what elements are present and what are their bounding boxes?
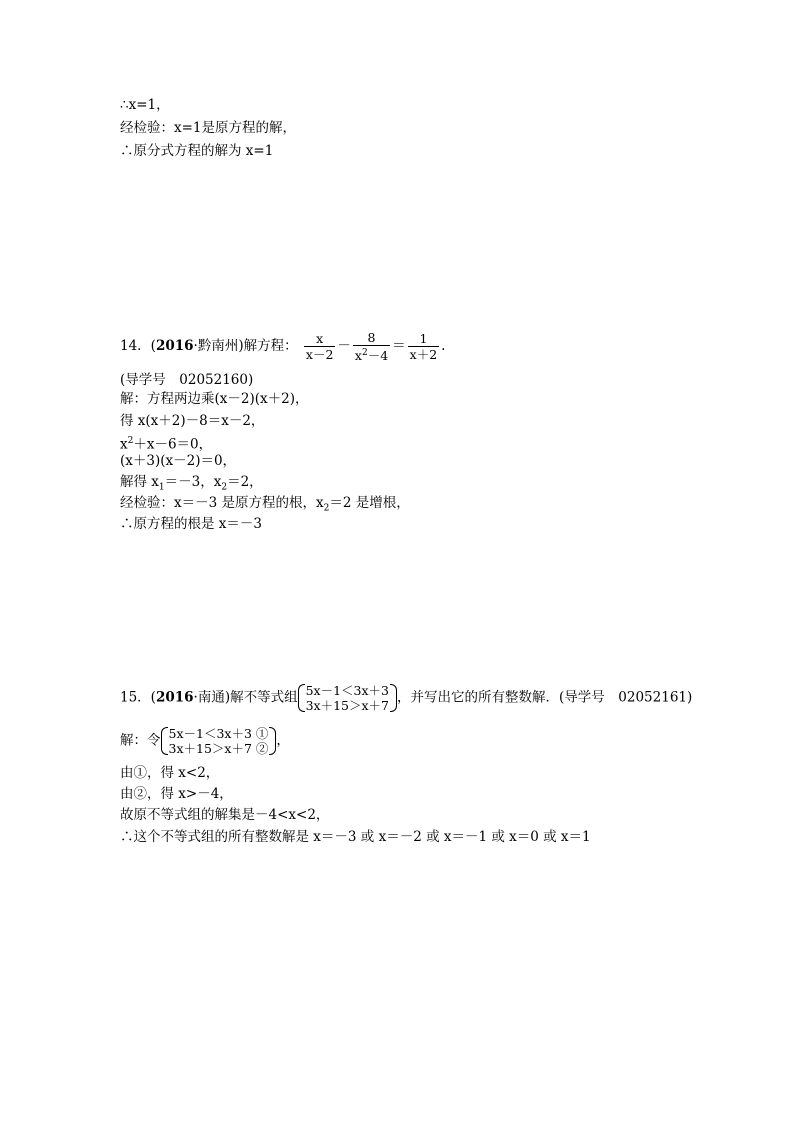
question-14: 14．(2016·黔南州)解方程： $\frac{x}{x-2}$ － $\frac{8}{x^2-4}$ ＝ $\frac{1}{x+2}$ . bbox=[120, 330, 446, 364]
fraction-1: $\frac{x}{x-2}$ bbox=[305, 331, 334, 363]
question-number: 15．( bbox=[120, 689, 156, 706]
inequality-system: 5x－1＜3x＋3 3x＋15＞x＋7 bbox=[298, 683, 397, 713]
fraction-2: $\frac{8}{x^2-4}$ bbox=[354, 330, 389, 364]
solution-line: (x＋3)(x－2)＝0， bbox=[120, 453, 237, 469]
solution-line: ∴原方程的根是 x＝－3 bbox=[120, 516, 262, 532]
solution-line: ∴这个不等式组的所有整数解是 x＝－3 或 x＝－2 或 x＝－1 或 x＝0 或 x＝1 bbox=[120, 829, 591, 845]
solution-line: ∴x=1， bbox=[120, 97, 170, 113]
solution-line: 解：方程两边乘(x－2)(x＋2)， bbox=[120, 391, 309, 407]
question-year: 2016 bbox=[155, 338, 194, 355]
solution-line: 由②，得 x>－4， bbox=[120, 786, 233, 802]
question-year: 2016 bbox=[155, 689, 194, 706]
question-tail: ，并写出它的所有整数解．(导学号 02052161) bbox=[397, 689, 693, 706]
solution-line: 得 x(x＋2)－8＝x－2， bbox=[120, 413, 265, 429]
fraction-3: $\frac{1}{x+2}$ bbox=[409, 331, 438, 363]
solution-line: $x^2+x-6=0$， bbox=[120, 436, 213, 453]
solution-line: 解：令 5x－1＜3x＋3 ① 3x＋15＞x＋7 ② ， bbox=[120, 726, 290, 756]
question-source: ·南通)解不等式组 bbox=[193, 689, 298, 706]
solution-line: 由①，得 x<2， bbox=[120, 765, 220, 781]
question-source: ·黔南州)解方程： bbox=[193, 338, 298, 355]
inequality-system-labeled: 5x－1＜3x＋3 ① 3x＋15＞x＋7 ② bbox=[161, 726, 277, 756]
question-number: 14．( bbox=[120, 338, 156, 355]
guide-number: (导学号 02052160) bbox=[120, 372, 254, 388]
solution-line: 经检验：x=1是原方程的解， bbox=[120, 120, 297, 136]
question-15 bbox=[120, 683, 692, 713]
solution-line: 解得 $x_1=-3$，$x_2=2$， bbox=[120, 474, 263, 493]
solution-line: 故原不等式组的解集是－4<x<2， bbox=[120, 807, 330, 823]
solution-line: ∴原分式方程的解为 x=1 bbox=[120, 143, 274, 159]
solution-line: 经检验：x＝－3 是原方程的根，$x_2=2$ 是增根， bbox=[120, 495, 410, 514]
